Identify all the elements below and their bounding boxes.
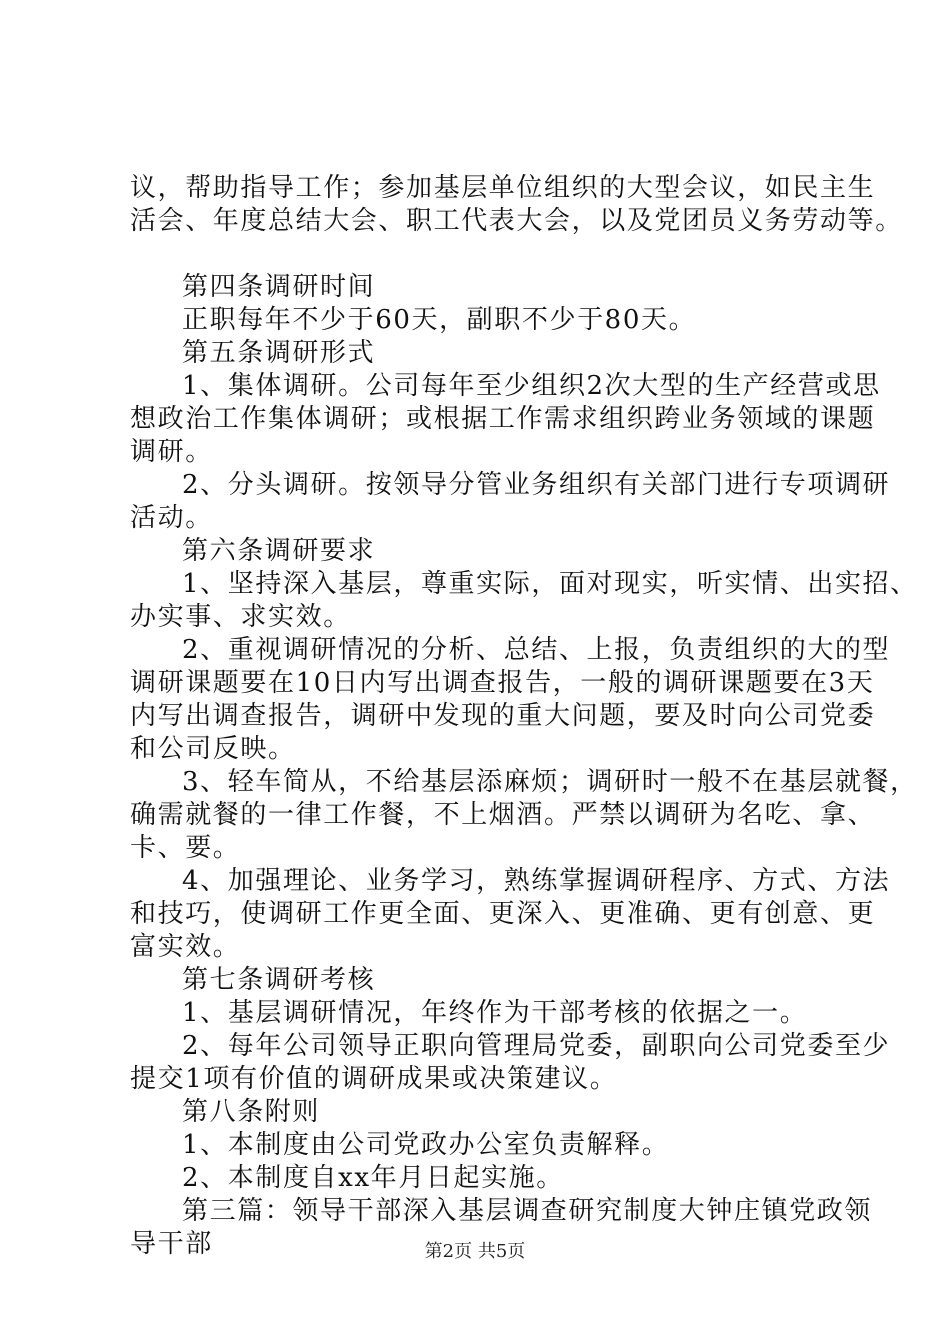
section-heading: 第五条调研形式 bbox=[182, 338, 376, 368]
text-line: 内写出调查报告，调研中发现的重大问题，要及时向公司党委 bbox=[130, 701, 876, 731]
text-line: 议，帮助指导工作；参加基层单位组织的大型会议，如民主生 bbox=[130, 173, 876, 203]
text-line: 调研。 bbox=[130, 437, 213, 467]
text-line: 2、分头调研。按领导分管业务组织有关部门进行专项调研 bbox=[182, 470, 891, 500]
text-line: 正职每年不少于60天，副职不少于80天。 bbox=[182, 305, 697, 335]
text-line: 确需就餐的一律工作餐，不上烟酒。严禁以调研为名吃、拿、 bbox=[130, 800, 876, 830]
text-line: 富实效。 bbox=[130, 932, 241, 962]
text-line: 想政治工作集体调研；或根据工作需求组织跨业务领域的课题 bbox=[130, 404, 876, 434]
text-line: 活会、年度总结大会、职工代表大会，以及党团员义务劳动等。 bbox=[130, 206, 903, 236]
text-line: 卡、要。 bbox=[130, 833, 241, 863]
text-line: 4、加强理论、业务学习，熟练掌握调研程序、方式、方法 bbox=[182, 866, 891, 896]
section-heading: 第八条附则 bbox=[182, 1097, 321, 1127]
text-line: 1、本制度由公司党政办公室负责解释。 bbox=[182, 1130, 670, 1160]
text-line: 1、坚持深入基层，尊重实际，面对现实，听实情、出实招、 bbox=[182, 569, 918, 599]
text-line: 第三篇：领导干部深入基层调查研究制度大钟庄镇党政领 bbox=[182, 1196, 873, 1226]
text-line: 2、重视调研情况的分析、总结、上报，负责组织的大的型 bbox=[182, 635, 891, 665]
page-footer: 第2页 共5页 bbox=[424, 1241, 526, 1262]
section-heading: 第七条调研考核 bbox=[182, 965, 376, 995]
text-line: 和技巧，使调研工作更全面、更深入、更准确、更有创意、更 bbox=[130, 899, 876, 929]
text-line: 2、每年公司领导正职向管理局党委，副职向公司党委至少 bbox=[182, 1031, 891, 1061]
text-line: 调研课题要在10日内写出调查报告，一般的调研课题要在3天 bbox=[130, 668, 875, 698]
document-body bbox=[130, 172, 918, 1261]
text-line: 1、集体调研。公司每年至少组织2次大型的生产经营或思 bbox=[182, 371, 881, 401]
text-line: 活动。 bbox=[130, 503, 213, 533]
text-line: 1、基层调研情况，年终作为干部考核的依据之一。 bbox=[182, 998, 808, 1028]
text-line: 办实事、求实效。 bbox=[130, 602, 351, 632]
text-line: 3、轻车简从，不给基层添麻烦；调研时一般不在基层就餐， bbox=[182, 767, 918, 797]
text-line: 提交1项有价值的调研成果或决策建议。 bbox=[130, 1064, 618, 1094]
section-heading: 第四条调研时间 bbox=[182, 272, 376, 302]
text-line: 导干部 bbox=[130, 1229, 213, 1259]
text-line: 和公司反映。 bbox=[130, 734, 296, 764]
text-line: 2、本制度自xx年月日起实施。 bbox=[182, 1163, 564, 1193]
paragraph-gap bbox=[130, 238, 842, 271]
section-heading: 第六条调研要求 bbox=[182, 536, 376, 566]
